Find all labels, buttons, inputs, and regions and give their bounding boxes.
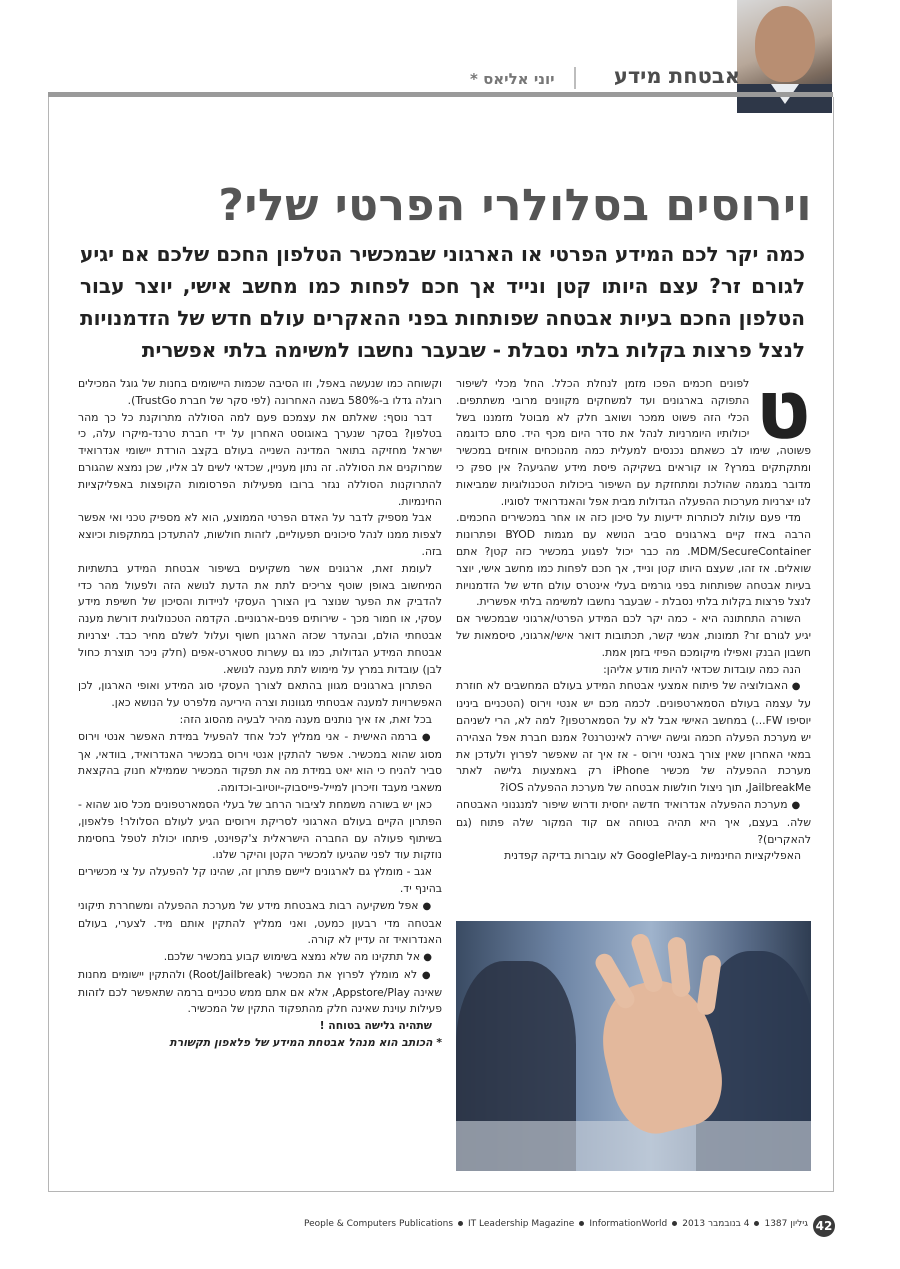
footer-credits bbox=[304, 1219, 808, 1229]
right-column bbox=[456, 363, 811, 865]
drop-cap: ט bbox=[755, 363, 811, 458]
body-paragraph: האפליקציות החינמיות ב-GooglePlay לא עוברות בדיקה קפדנית bbox=[504, 849, 801, 863]
footer-dot bbox=[754, 1221, 759, 1226]
bullet-paragraph: ● האבולוציה של פיתוח אמצעי אבטחת המידע בעולם המחשבים לא חוזרת על עצמה בעולם הסמארטפונים. לכמה מכם יש אנטי וירוס (הטכניים בינינו יוסיפו FW...) במחשב האישי אבל לא על הסמארטפון? למה לא, הרי לשניהם יש מערכת הפעלה חכמה וגישה ישירה לאינטרנט? אמנם חברת אפל הצהירה במאי האחרון שאין צורך באנטי וירוס - אז איך זה שאפשר לפרוץ ולעדכן את מערכת ההפעלה של מכשיר iPhone רק באמצעות גלישה לאתר JailbreakMe, תוך ניצול חולשות אבטחה של מערכת ההפעלה iOS? bbox=[456, 678, 811, 797]
article-photo-hand bbox=[456, 921, 811, 1171]
author-photo-head bbox=[755, 6, 815, 82]
body-paragraph: בכל זאת, אז איך נותנים מענה מהיר לבעיה מהסוג הזה: bbox=[179, 712, 432, 726]
body-paragraph: אבל מספיק לדבר על האדם הפרטי הממוצע, הוא לא מספיק טכני ואי אפשר לצפות ממנו לנהל סיכונים תפעוליים, לזהות חולשות, להתעדכן במתקפות וכיוצא בזה. bbox=[78, 511, 442, 558]
footer-magazine: IT Leadership Magazine bbox=[468, 1219, 575, 1229]
footer-publication: InformationWorld bbox=[589, 1219, 668, 1229]
body-paragraph: כאן יש בשורה משמחת לציבור הרחב של בעלי הסמארטפונים מכל סוג שהוא - הפתרון הקיים בעולם הארגוני לסריקת וירוסים הגיע לעולם הסלולר! פלאפון, בשיתוף פעולה עם החברה הישראלית צ'קפוינט, פיתחו יכולת לטפל בחסימת נוזקות עוד לפני שהגיעו למכשיר הקטן והיקר שלנו. bbox=[78, 797, 442, 862]
body-paragraph: לעומת זאת, ארגונים אשר משקיעים בשיפור אבטחת המידע בתשתיות המיחשוב באופן שוטף צריכים לתת את הדעת לנושא הזה ולפעול מהר כדי להדביק את הפער שנוצר בין הצורך העסקי לניידות והסיכון של חשיפת מידע עסקי, או חמור מכך - שירותים פנים-ארגוניים. הקדמה הטכנולוגית דורשת מענה אבטחתי הולם, ובהעדר שכזה הארגון חשוף ועלול לשלם מחיר כבד. יצרניות אבטחת המידע הגדולות, כמו גם עשרות סטארט-אפים (חלק ניכר תוצרת כחול לבן) עובדות במרץ על מימוש לתת מענה לנושא. bbox=[78, 561, 442, 676]
header-rule bbox=[48, 92, 833, 97]
frame-bottom-border bbox=[48, 1191, 834, 1192]
author-footnote: * הכותב הוא מנהל אבטחת המידע של פלאפון תקשורת bbox=[169, 1036, 442, 1050]
bullet-paragraph: ● אפל משקיעה רבות באבטחת מידע של מערכת ההפעלה ומשחררת תיקוני אבטחה מדי רבעון כמעט, ואני ממליץ להתקין אותם מיד. לצערי, בעולם האנדרואיד זה עדיין לא קורה. bbox=[78, 898, 442, 949]
left-column bbox=[78, 376, 442, 1052]
section-title: אבטחת מידע bbox=[613, 64, 740, 88]
body-paragraph: וקשוחה כמו שנעשה באפל, וזו הסיבה שכמות היישומים בחנות של גוגל המכילים רוגלה גדלו ב-580% בשנה האחרונה (לפי סקר של חברת TrustGo). bbox=[78, 377, 442, 407]
bullet-paragraph: ● ברמה האישית - אני ממליץ לכל אחד להפעיל במידת האפשר אנטי וירוס מסוג שהוא במכשיר. אפשר להתקין אנטי וירוס במכשיר האנדרואיד, בוודאי, אך סביר להניח כי הוא יאט במידת מה את תפקוד המכשיר שממילא חנוק בהקצאת משאבי מעבד וזיכרון למייל-פייסבוק-יוטיוב-וכדומה. bbox=[78, 729, 442, 797]
footer-dot bbox=[458, 1221, 463, 1226]
bullet-paragraph: ● לא מומלץ לפרוץ את המכשיר (Root/Jailbreak) ולהתקין יישומים מחנות שאינה Appstore/Play, אלא אם אתם ממש טכניים ברמה שתאפשר לכם לזהות פעילות עוינת שאינה חלק מהתפקוד התקין של המכשיר. bbox=[78, 967, 442, 1018]
footer-issue: גיליון 1387 bbox=[764, 1219, 808, 1229]
article-intro: כמה יקר לכם המידע הפרטי או הארגוני שבמכשיר הטלפון החכם שלכם אם יגיע לגורם זר? עצם היותו קטן ונייד אך חכם לפחות כמו מחשב אישי, יוצר עבור הטלפון החכם בעיות אבטחה שפותחות בפני ההאקרים עולם חדש של הזדמנויות לנצל פרצות בקלות בלתי נסבלת - שבעבר נחשבו למשימה בלתי אפשרית bbox=[80, 242, 805, 362]
body-paragraph: לפונים חכמים הפכו מזמן לנחלת הכלל. החל מכלי לשיפור התפוקה בארגונים ועד למשחקים מקוונים מרובי משתתפים. הכלי הזה פשוט ממכר ושואב חלק לא מבוטל מזמננו בשל יכולותיו היומרניות לנהל את סדר היום מכף היד. סתם כדוגמה פשוטה, שימו לב כשאתם נכנסים למעלית כמה מהנוכחים אוחזים במכשיר ומתקתקים במרץ? או קוראים בשקיקה פיסת מידע שהגיעה? אין ספק כי מדובר במגמה שהולכת ומתחזקת עם השיפור ביכולות הטכנולוגיות שמביאות לנו יצרניות מערכות ההפעלה הגדולות מבית אפל והאנדרואיד לסוגיו. bbox=[456, 377, 811, 508]
body-paragraph: הנה כמה עובדות שכדאי להיות מודע אליהן: bbox=[603, 662, 801, 676]
body-paragraph: אגב - מומלץ גם לארגונים ליישם פתרון זה, שהינו קל להפעלה על צי מכשירים בהינף יד. bbox=[78, 865, 442, 895]
signoff: שתהיה גלישה בטוחה ! bbox=[319, 1019, 432, 1033]
frame-left-border bbox=[48, 97, 49, 1192]
header-divider bbox=[574, 67, 576, 89]
bullet-paragraph: ● מערכת ההפעלה אנדרואיד חדשה יחסית ודרוש שיפור למנגנוני האבטחה שלה. בעצם, איך היא תהיה בטוחה אם קוד המקור שלה פתוח (גם להאקרים)? bbox=[456, 797, 811, 848]
body-paragraph: מדי פעם עולות לכותרות ידיעות על סיכון כזה או אחר במכשירים החכמים. הרבה באזז קיים בארגונים סביב הנושא עם מגמות BYOD ופתרונות MDM/SecureContainer. מה כבר יכול לפגוע במכשיר כזה קטן? אתם שואלים. אז זהו, שעצם היותו קטן ונייד, אך חכם לפחות כמו מחשב אישי, יוצר בעיות אבטחה שפותחות בפני גורמים בעלי אינטרס עולם חדש של הזדמנויות לנצל פרצות בקלות בלתי נסבלת - שבעבר נחשבו למשימה בלתי אפשרית. bbox=[456, 511, 811, 609]
footer-dot bbox=[579, 1221, 584, 1226]
frame-right-border bbox=[833, 97, 834, 1192]
article-headline: וירוסים בסלולרי הפרטי שלי? bbox=[218, 180, 812, 231]
author-name: יוני אליאס * bbox=[470, 70, 555, 88]
body-paragraph: דבר נוסף: שאלתם את עצמכם פעם למה הסוללה מתרוקנת כל כך מהר בטלפון? בסקר שנערך באוגוסט האחרון על ידי חברת טרנד-מיקרו עלה, כי ישראל מחזיקה בתואר המדינה השנייה בעולם בקצב הורדת יישומי אנדרואיד שמרוקנים את הסוללה. זה נתון מעניין, שכדאי לשים לב אליו, שכן נמצא שהגורם להתרוקנות הסוללה נגזר ברובו מפעילות הפרסומות הקופצות באפליקציות החינמיות. bbox=[78, 410, 442, 508]
body-paragraph: הפתרון בארגונים מגוון בהתאם לצורך העסקי סוג המידע ואופי הארגון, לכן האפשרויות למענה אבטחתי מגוונות וצרה היריעה מלפרט על הנושא כאן. bbox=[78, 679, 442, 710]
page-number: 42 bbox=[813, 1215, 835, 1237]
bullet-paragraph: ● אל תתקינו מה שלא נמצא בשימוש קבוע במכשיר שלכם. bbox=[78, 949, 442, 967]
body-paragraph: השורה התחתונה היא - כמה יקר לכם המידע הפרטי/ארגוני שבמכשיר אם יגיע לגורם זר? תמונות, אנשי קשר, תכתובות דואר אישי/ארגוני, סיסמאות של חשבון הבנק ואפילו מיקומכם הפיזי בזמן אמת. bbox=[456, 612, 811, 659]
footer-dot bbox=[672, 1221, 677, 1226]
footer-date: 4 בנובמבר 2013 bbox=[682, 1219, 750, 1229]
footer-publisher: People & Computers Publications bbox=[304, 1219, 454, 1229]
photo-table bbox=[456, 1121, 811, 1171]
